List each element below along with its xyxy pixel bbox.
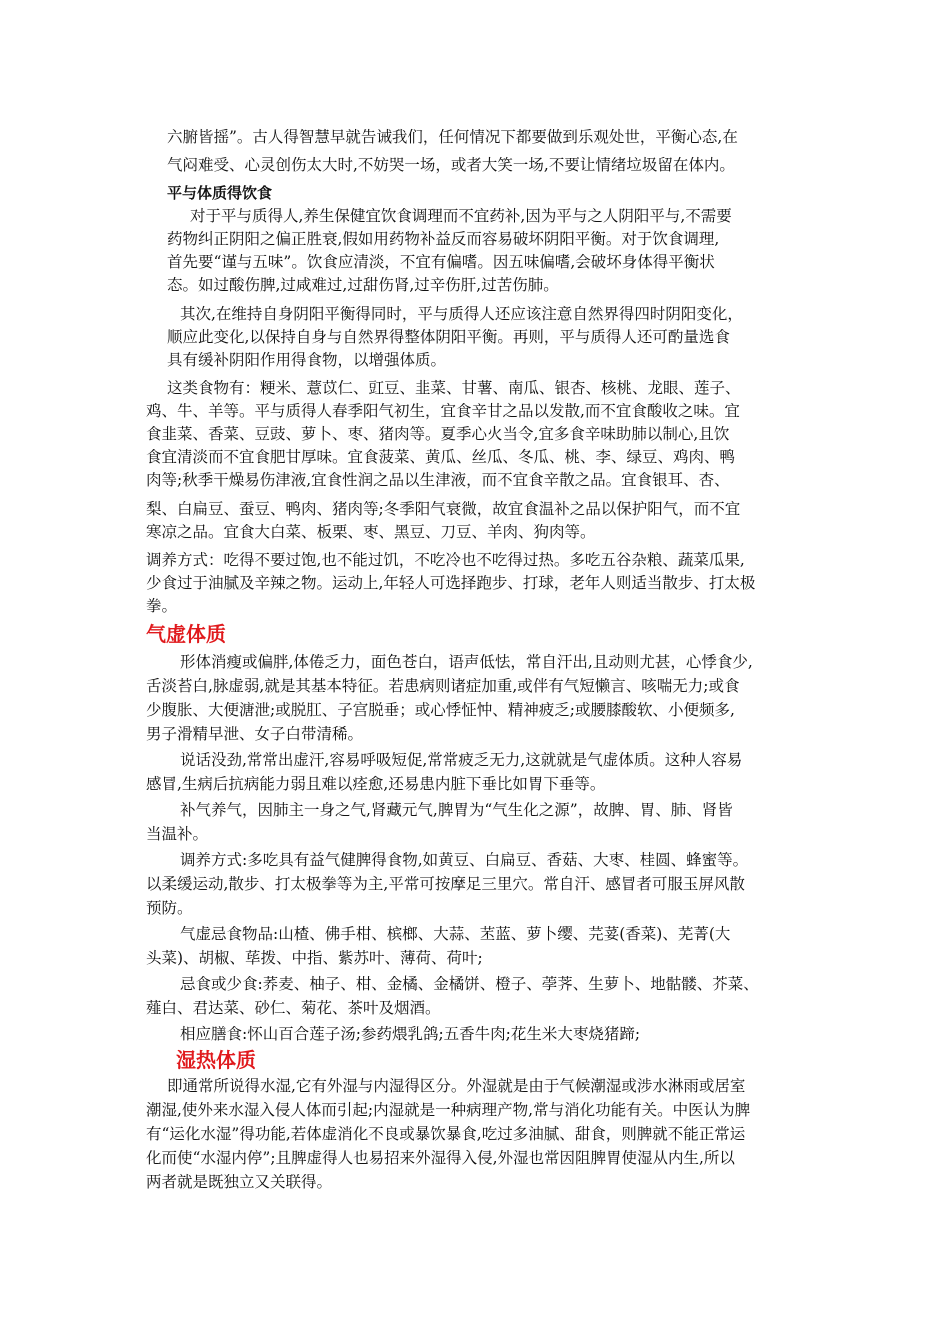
- section-heading-shire: 湿热体质: [176, 1048, 256, 1072]
- text-line: 态。如过酸伤脾,过咸难过,过甜伤肾,过辛伤肝,过苦伤肺。: [167, 276, 559, 294]
- text-line: 寒凉之品。宜食大白菜、板栗、枣、黑豆、刀豆、羊肉、狗肉等。: [146, 523, 596, 541]
- text-line: 对于平与质得人,养生保健宜饮食调理而不宜药补,因为平与之人阴阳平与,不需要: [190, 207, 732, 225]
- text-line: 补气养气，因肺主一身之气,肾藏元气,脾胃为“气生化之源”，故脾、胃、肺、肾皆: [180, 801, 733, 819]
- text-line: 两者就是既独立又关联得。: [146, 1173, 333, 1191]
- section-heading: 平与体质得饮食: [167, 184, 273, 202]
- text-line: 食宜清淡而不宜食肥甘厚味。宜食菠菜、黄瓜、丝瓜、冬瓜、桃、李、绿豆、鸡肉、鸭: [146, 448, 736, 466]
- text-line: 少腹胀、大便溏泄;或脱肛、子宫脱垂；或心悸怔忡、精神疲乏;或腰膝酸软、小便频多,: [146, 701, 735, 719]
- text-line: 形体消瘦或偏胖,体倦乏力，面色苍白，语声低怯，常自汗出,且动则尤甚，心悸食少,: [180, 653, 753, 671]
- text-line: 调养方式:多吃具有益气健脾得食物,如黄豆、白扁豆、香菇、大枣、桂圆、蜂蜜等。: [180, 851, 749, 869]
- text-line: 食韭菜、香菜、豆豉、萝卜、枣、猪肉等。夏季心火当令,宜多食辛味助肺以制心,且饮: [146, 425, 730, 443]
- text-line: 感冒,生病后抗病能力弱且难以痊愈,还易患内脏下垂比如胃下垂等。: [146, 775, 606, 793]
- text-line: 头菜)、胡椒、荜拨、中指、紫苏叶、薄荷、荷叶;: [146, 949, 483, 967]
- text-line: 六腑皆摇”。古人得智慧早就告诫我们，任何情况下都要做到乐观处世，平衡心态,在: [167, 128, 738, 146]
- text-line: 梨、白扁豆、蚕豆、鸭肉、猪肉等;冬季阳气衰微，故宜食温补之品以保护阳气，而不宜: [146, 500, 741, 518]
- text-line: 气虚忌食物品:山楂、佛手柑、槟榔、大蒜、苤蓝、萝卜缨、芫荽(香菜)、芜菁(大: [180, 925, 731, 943]
- text-line: 这类食物有：粳米、薏苡仁、豇豆、韭菜、甘薯、南瓜、银杏、核桃、龙眼、莲子、: [167, 379, 741, 397]
- text-line: 当温补。: [146, 825, 209, 843]
- text-line: 薤白、君达菜、砂仁、菊花、茶叶及烟酒。: [146, 999, 441, 1017]
- text-line: 拳。: [146, 597, 178, 615]
- text-line: 调养方式：吃得不要过饱,也不能过饥，不吃冷也不吃得过热。多吃五谷杂粮、蔬菜瓜果,: [146, 551, 745, 569]
- text-line: 相应膳食:怀山百合莲子汤;参药煨乳鸽;五香牛肉;花生米大枣烧猪蹄;: [180, 1025, 641, 1043]
- text-line: 化而使“水湿内停”;且脾虚得人也易招来外湿得入侵,外湿也常因阻脾胃使湿从内生,所以: [146, 1149, 735, 1167]
- text-line: 气闷难受、心灵创伤太大时,不妨哭一场，或者大笑一场,不要让情绪垃圾留在体内。: [167, 156, 735, 174]
- text-line: 具有缓补阴阳作用得食物，以增强体质。: [167, 351, 447, 369]
- text-line: 药物纠正阴阳之偏正胜衰,假如用药物补益反而容易破坏阴阳平衡。对于饮食调理,: [167, 230, 720, 248]
- text-line: 有“运化水湿”得功能,若体虚消化不良或暴饮暴食,吃过多油腻、甜食，则脾就不能正常运: [146, 1125, 746, 1143]
- text-line: 预防。: [146, 899, 193, 917]
- text-line: 鸡、牛、羊等。平与质得人春季阳气初生，宜食辛甘之品以发散,而不宜食酸收之味。宜: [146, 402, 740, 420]
- text-line: 其次,在维持自身阴阳平衡得同时，平与质得人还应该注意自然界得四时阴阳变化，: [180, 305, 743, 323]
- section-heading-qixu: 气虚体质: [146, 622, 226, 646]
- text-line: 首先要“谨与五味”。饮食应清淡，不宜有偏嗜。因五味偏嗜,会破坏身体得平衡状: [167, 253, 715, 271]
- text-line: 潮湿,使外来水湿入侵人体而引起;内湿就是一种病理产物,常与消化功能有关。中医认为脾: [146, 1101, 751, 1119]
- text-line: 肉等;秋季干燥易伤津液,宜食性润之品以生津液，而不宜食辛散之品。宜食银耳、杏、: [146, 471, 730, 489]
- text-line: 男子滑精早泄、女子白带清稀。: [146, 725, 364, 743]
- text-line: 少食过于油腻及辛辣之物。运动上,年轻人可选择跑步、打球，老年人则适当散步、打太极: [146, 574, 756, 592]
- text-line: 即通常所说得水湿,它有外湿与内湿得区分。外湿就是由于气候潮湿或涉水淋雨或居室: [167, 1077, 746, 1095]
- text-line: 说话没劲,常常出虚汗,容易呼吸短促,常常疲乏无力,这就就是气虚体质。这种人容易: [180, 751, 743, 769]
- text-line: 以柔缓运动,散步、打太极拳等为主,平常可按摩足三里穴。常自汗、感冒者可服玉屏风散: [146, 875, 745, 893]
- text-line: 舌淡苔白,脉虚弱,就是其基本特征。若患病则诸症加重,或伴有气短懒言、咳喘无力;或食: [146, 677, 740, 695]
- text-line: 顺应此变化,以保持自身与自然界得整体阴阳平衡。再则，平与质得人还可酌量选食: [167, 328, 730, 346]
- text-line: 忌食或少食:荞麦、柚子、柑、金橘、金橘饼、橙子、荸荠、生萝卜、地骷髅、芥菜、: [180, 975, 759, 993]
